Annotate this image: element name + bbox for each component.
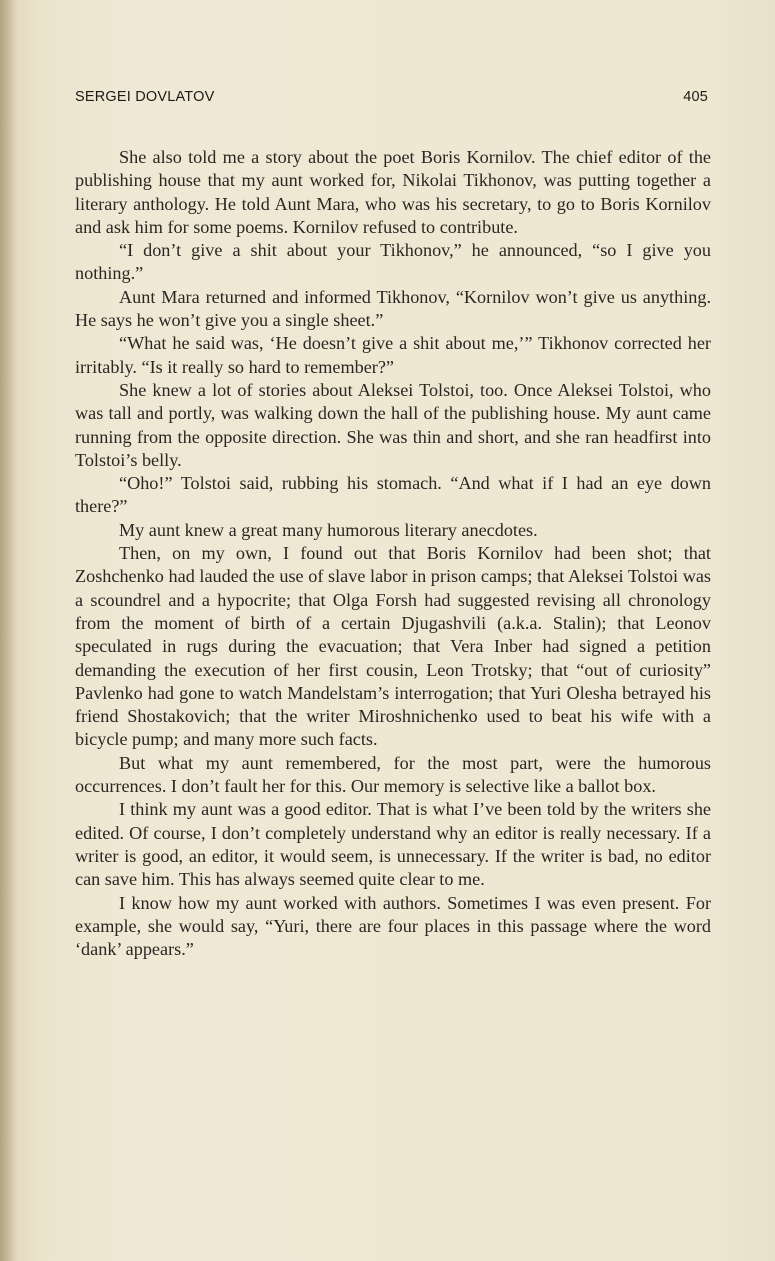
running-head: SERGEI DOVLATOV <box>75 89 215 105</box>
body-text <box>75 146 711 961</box>
page-header <box>75 89 708 113</box>
paragraph: “I don’t give a shit about your Tikhonov,” he announced, “so I give you nothing.” <box>75 240 711 284</box>
paragraph: “Oho!” Tolstoi said, rubbing his stomach. “And what if I had an eye down there?” <box>75 473 711 517</box>
paragraph: “What he said was, ‘He doesn’t give a shit about me,’” Tikhonov corrected her irritably. “Is it really so hard to remember?” <box>75 333 711 377</box>
paragraph: I know how my aunt worked with authors. Sometimes I was even present. For example, she would say, “Yuri, there are four places in this passage where the word ‘dank’ appears.” <box>75 892 711 960</box>
paragraph: But what my aunt remembered, for the most part, were the humorous occurrences. I don’t fault her for this. Our memory is selective like a ballot box. <box>75 752 711 797</box>
paragraph: Then, on my own, I found out that Boris Kornilov had been shot; that Zoshchenko had lauded the use of slave labor in prison camps; that Aleksei Tolstoi was a scoundrel and a hypocrite; that Olga Forsh had suggested revising all chronology from the moment of birth of a certain Djugashvili (a.k.a. Stalin); that Leonov speculated in rugs during the evacuation; that Vera Inber had signed a petition demanding the execution of her first cousin, Leon Trotsky; that “out of curiosity” Pavlenko had gone to watch Mandelstam’s interrogation; that Yuri Olesha betrayed his friend Shostakovich; that the writer Miroshnichenko used to beat his wife with a bicycle pump; and many more such facts. <box>75 543 711 750</box>
paragraph: She knew a lot of stories about Aleksei Tolstoi, too. Once Aleksei Tolstoi, who was tall and portly, was walking down the hall of the publishing house. My aunt came running from the opposite direction. She was thin and short, and she ran headfirst into Tolstoi’s belly. <box>75 379 711 470</box>
page-number: 405 <box>683 89 708 105</box>
paragraph: I think my aunt was a good editor. That is what I’ve been told by the writers she edited. Of course, I don’t completely understand why an editor is really necessary. If a writer is good, an editor, it would seem, is unnecessary. If the writer is bad, no editor can save him. This has always seemed quite clear to me. <box>75 799 711 890</box>
paragraph: My aunt knew a great many humorous literary anecdotes. <box>119 519 538 540</box>
binding-shadow <box>0 0 18 1261</box>
paragraph: She also told me a story about the poet Boris Kornilov. The chief editor of the publishing house that my aunt worked for, Nikolai Tikhonov, was putting together a literary anthology. He told Aunt Mara, who was his secretary, to go to Boris Kornilov and ask him for some poems. Kornilov refused to contribute. <box>75 147 711 237</box>
paragraph: Aunt Mara returned and informed Tikhonov, “Kornilov won’t give us anything. He says he won’t give you a single sheet.” <box>75 286 711 331</box>
